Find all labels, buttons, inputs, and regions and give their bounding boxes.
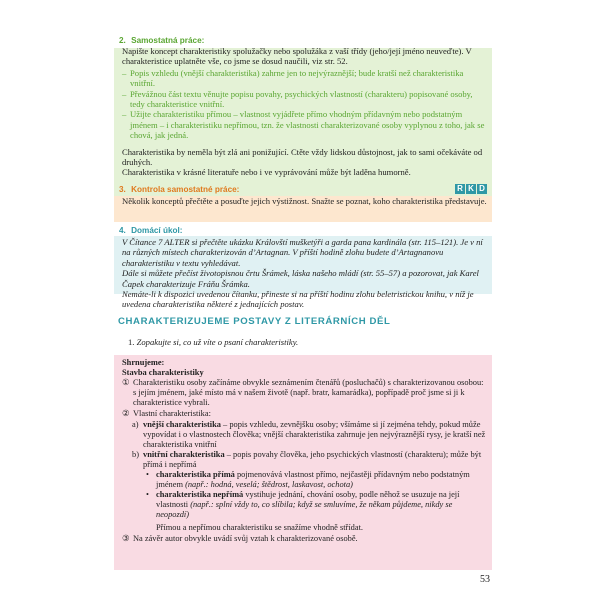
summary-subtitle: Stavba charakteristiky — [122, 368, 204, 378]
summary-body — [122, 358, 486, 544]
bullet-icon: • — [146, 490, 149, 500]
page-number: 53 — [480, 574, 490, 585]
indirect-text: vystihuje jednání, chování osoby, podle něhož se usuzuje na její vlastnosti — [156, 490, 460, 510]
summary-alternate: Přímou a nepřímou charakteristiku se snažíme vhodně střídat. — [156, 522, 363, 532]
outer-characteristic-text: – popis vzhledu, zevnějšku osoby; všímáme si jí zejména tehdy, pokud může vypovídat i o vlastnostech člověka; vnější charakteristika zahrnuje jen nejvýraznější rysy, je kratší než charakteristika vnitřní — [143, 419, 486, 449]
summary-point-2 — [122, 409, 486, 419]
task4-body — [122, 237, 488, 310]
task2-bullet: – Popis vzhledu (vnější charakteristika) zahrne jen to nejvýraznější; bude kratší než charakteristika vnitřní. — [122, 68, 488, 89]
inner-characteristic-text: – popis povahy člověka, jeho psychických vlastností (charakteru); může být přímá i nepřímá — [143, 449, 482, 469]
summary-point-2a — [122, 420, 486, 450]
rkd-badge — [455, 184, 487, 194]
task3-heading — [119, 185, 239, 194]
task4-number: 4. — [119, 226, 126, 235]
exercise1-text: Zopakujte si, co už víte o psaní charakteristiky. — [136, 337, 299, 347]
badge-r: R — [455, 184, 465, 194]
bullet-icon: • — [146, 470, 149, 480]
indirect-term: charakteristika nepřímá — [156, 490, 244, 500]
task2-note: Charakteristika by neměla být zlá ani ponižující. Ctěte vždy lidskou důstojnost, jak to sami očekáváte od druhých. — [122, 146, 483, 168]
summary-point-1 — [122, 378, 486, 408]
task4-p3: Nemáte-li k dispozici uvedenou čítanku, přineste si na příští hodinu zlohu beletristickou knihu, v níž je uvedena charakteristika některé z jednajících postav. — [122, 289, 474, 310]
task2-body — [122, 46, 488, 178]
circled-one: ① — [122, 378, 130, 388]
summary-point-3 — [122, 534, 486, 544]
outer-characteristic-term: vnější charakteristika — [143, 419, 221, 429]
task2-title: Samostatná práce: — [131, 36, 205, 45]
section-heading: CHARAKTERIZUJEME POSTAVY Z LITERÁRNÍCH DĚL — [118, 316, 391, 327]
badge-k: K — [466, 184, 476, 194]
task4-p2: Dále si můžete přečíst životopisnou črtu Šrámek, láska našeho mládí (str. 55–57) a pozorovat, jak Karel Čapek charakterizuje Fráňu Šrámka. — [122, 268, 479, 289]
summary-direct — [122, 470, 486, 490]
summary-indirect — [122, 490, 486, 520]
task3-title: Kontrola samostatné práce: — [131, 185, 240, 194]
inner-characteristic-term: vnitřní charakteristika — [143, 449, 225, 459]
task2-humor-note: Charakteristika v krásné literatuře nebo i ve vyprávování může být laděna humorně. — [122, 167, 411, 178]
task4-p1: V Čítance 7 ALTER si přečtěte ukázku Královští mušketýři a garda pana kardinála (str. 115–121). Je v ní na různých místech charakterizován d’Artagnan. V příští hodině zlohu budete d’Artagnanovu charakteristiku v textu vyhledávat. — [122, 237, 483, 268]
exercise1 — [128, 337, 488, 347]
task3-text: Několik konceptů přečtěte a posuďte jejich výstižnost. Snažte se poznat, koho charakteristika představuje. — [122, 196, 487, 206]
task4-title: Domácí úkol: — [131, 226, 183, 235]
badge-d: D — [477, 184, 487, 194]
circled-three: ③ — [122, 533, 130, 543]
direct-text: pojmenovává vlastnost přímo, nejčastěji přídavným nebo podstatným jménem — [156, 470, 470, 490]
task2-bullet: – Užijte charakteristiku přímou – vlastnost vyjádřete přímo vhodným přídavným nebo podstatným jménem – i charakteristiku nepřímou, tzn. že vlastnosti charakterizované osoby vyplynou z toho, jak se chová, jak jedná. — [122, 109, 488, 140]
summary-point-1-text: Charakteristiku osoby začínáme obvykle seznámením čtenářů (posluchačů) s charakterizovanou osobou: s jejím jménem, jaké místo má v našem životě (např. bratr, kamarádka), popřípadě proč jsme si ji k charakteristice vybrali. — [133, 378, 484, 408]
task2-number: 2. — [119, 36, 126, 45]
summary-point-2b — [122, 450, 486, 470]
direct-term: charakteristika přímá — [156, 470, 235, 480]
task2-intro: Napište koncept charakteristiky spolužačky nebo spolužáka z vaší třídy (jeho/její jméno neuveďte). V charakteristice uplatněte vše, co jsme se dosud naučili, viz str. 52. — [122, 46, 472, 67]
summary-point-2-text: Vlastní charakteristika: — [133, 409, 211, 419]
indirect-example: (např.: splní vždy to, co slíbila; když se smluvíme, že někam půjdeme, nikdy se neopozdí) — [156, 500, 453, 520]
exercise1-number: 1. — [128, 337, 135, 347]
summary-title: Shrnujeme: — [122, 358, 165, 367]
task3-number: 3. — [119, 185, 126, 194]
task4-heading — [119, 226, 183, 235]
summary-point-3-text: Na závěr autor obvykle uvádí svůj vztah k charakterizované osobě. — [133, 533, 358, 543]
task2-bullet: – Převážnou část textu věnujte popisu povahy, psychických vlastností (charakteru) popisované osoby, tedy charakteristice vnitřní. — [122, 89, 488, 110]
direct-example: (např.: hodná, veselá; štědrost, laskavost, ochota) — [185, 480, 353, 490]
point-a-label: a) — [132, 419, 139, 429]
point-b-label: b) — [132, 449, 139, 459]
task2-heading — [119, 36, 204, 45]
circled-two: ② — [122, 409, 130, 419]
task2-bullets — [122, 68, 488, 141]
